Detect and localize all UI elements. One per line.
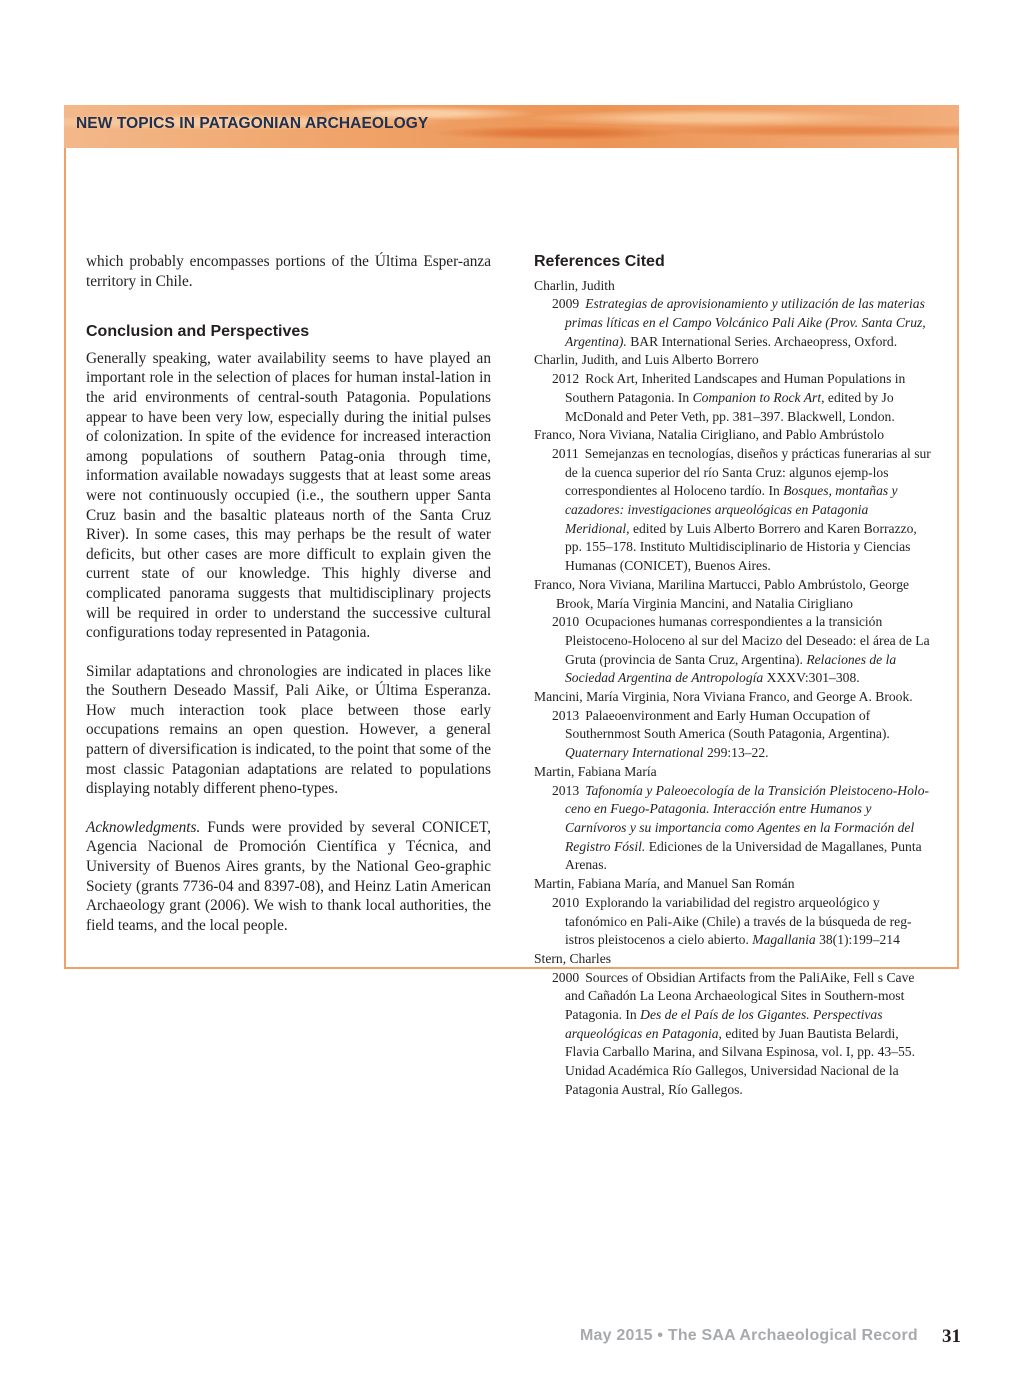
reference-author: Stern, Charles <box>534 950 612 966</box>
reference-source: Companion to Rock Art <box>692 389 822 405</box>
reference-publisher: 299:13–22. <box>703 745 769 761</box>
acknowledgments-paragraph <box>86 818 491 936</box>
reference-publisher: , edited by Juan Bautista Belardi, Flavia Carballo Marina, and Silvana Espinosa, vol. I, pp. 43–55. Unidad Académica Río Gallegos, Universidad Nacional de la Patagonia Austral, Río Gallegos. <box>565 1025 915 1097</box>
reference-entry <box>543 707 934 763</box>
conclusion-heading: Conclusion and Perspectives <box>86 323 310 341</box>
reference-entry <box>543 969 934 1100</box>
reference-entry <box>543 445 934 576</box>
reference-author: Franco, Nora Viviana, Natalia Cirigliano, and Pablo Ambrústolo <box>534 427 885 443</box>
reference-publisher: XXXV:301–308. <box>763 670 860 686</box>
page-number: 31 <box>942 1326 961 1347</box>
reference-year: 2000 <box>552 969 580 985</box>
reference-author: Mancini, María Virginia, Nora Viviana Franco, and George A. Brook. <box>534 689 913 705</box>
reference-publisher: Ediciones de la Universidad de Magallanes, Punta Arenas. <box>565 838 922 873</box>
reference-year: 2010 <box>552 614 580 630</box>
reference-title: Tafonomía y Paleoecología de la Transición Pleistoceno-Holo-ceno en Fuego-Patagonia. Interacción entre Humanos y Carnívoros y su importancia como Agentes en la Formación del Registro Fósil. <box>565 782 930 854</box>
body-paragraph: Generally speaking, water availability seems to have played an important role in the selection of places for human instal-lation in the arid environments of central-south Patagonia. Populations appear to have been very low, especially during the initial pulses of colonization. In spite of the evidence for increased interaction among populations of southern Patag-onia through time, information available nowadays suggests that at least some areas were not continuously occupied (i.e., the southern upper Santa Cruz basin and the basaltic plateaus north of the Santa Cruz River). In some cases, this may perhaps be the result of water deficits, but other cases are more difficult to explain given the current state of our knowledge. This highly diverse and complicated panorama suggests that multidisciplinary projects will be required in order to understand the successive cultural configurations today represented in Patagonia. <box>86 349 491 642</box>
section-title: NEW TOPICS IN PATAGONIAN ARCHAEOLOGY <box>76 115 429 132</box>
reference-author: Martin, Fabiana María, and Manuel San Román <box>534 876 795 892</box>
reference-source: Des de el País de los Gigantes. Perspectivas arqueológicas en Patagonia <box>565 1007 883 1041</box>
reference-title: Sources of Obsidian Artifacts from the PaliAike, Fell s Cave and Cañadón La Leona Archaeological Sites in Southern-most Patagonia. In <box>565 969 915 1023</box>
reference-publisher: , edited by Luis Alberto Borrero and Karen Borrazzo, pp. 155–178. Instituto Multidisciplinario de Historia y Ciencias Humanas (CONICET), Buenos Aires. <box>565 520 917 574</box>
reference-source: Quaternary International <box>565 745 704 761</box>
footer-issue: May 2015 • The SAA Archaeological Record <box>580 1327 918 1344</box>
reference-entry <box>543 782 934 876</box>
reference-author: Charlin, Judith <box>534 277 615 293</box>
reference-year: 2013 <box>552 782 580 798</box>
reference-publisher: BAR International Series. Archaeopress, Oxford. <box>626 333 898 349</box>
acknowledgments-text: Funds were provided by several CONICET, Agencia Nacional de Promoción Científica y Técnica, and University of Buenos Aires grants, by the National Geo-graphic Society (grants 7736-04 and 8397-08), and Heinz Latin American Archaeology grant (2006). We wish to thank local authorities, the field teams, and the local people. <box>86 818 491 934</box>
reference-source: Bosques, montañas y cazadores: investigaciones arqueológicas en Patagonia Meridional <box>565 483 898 536</box>
reference-title: Palaeoenvironment and Early Human Occupation of Southernmost South America (South Patagonia, Argentina). <box>565 707 890 742</box>
reference-publisher: , edited by Jo McDonald and Peter Veth, pp. 381–397. Blackwell, London. <box>565 389 895 424</box>
left-column <box>86 252 491 935</box>
acknowledgments-label: Acknowledgments. <box>86 818 201 836</box>
reference-year: 2010 <box>552 894 580 910</box>
intro-paragraph: which probably encompasses portions of the Última Esper-anza territory in Chile. <box>86 253 491 290</box>
reference-entry <box>543 613 934 688</box>
reference-title: Estrategias de aprovisionamiento y utilización de las materias primas líticas en el Campo Volcánico Pali Aike (Prov. Santa Cruz, Argentina). <box>565 296 926 349</box>
section-banner <box>64 105 959 148</box>
reference-title: Semejanzas en tecnologías, diseños y prácticas funerarias al sur de la cuenca superior del río Santa Cruz: algunos ejemp-los correspondientes al Holoceno tardío. In <box>565 445 931 499</box>
reference-year: 2013 <box>552 707 580 723</box>
reference-author: Charlin, Judith, and Luis Alberto Borrero <box>534 352 759 368</box>
reference-title: Rock Art, Inherited Landscapes and Human Populations in Southern Patagonia. In <box>565 371 906 405</box>
reference-entry <box>543 894 934 950</box>
references-list <box>534 277 934 1100</box>
body-paragraph: Similar adaptations and chronologies are indicated in places like the Southern Deseado Massif, Pali Aike, or Última Esperanza. How much interaction took place between those early occupations remains an open question. However, a general pattern of diversification is indicated, to the point that some of the most classic Patagonian adaptations are related to populations displaying notably different pheno-types. <box>86 662 491 798</box>
reference-source: Magallania <box>752 932 816 948</box>
reference-entry <box>543 370 934 426</box>
references-heading: References Cited <box>534 253 665 270</box>
right-column <box>534 252 934 1100</box>
reference-entry <box>543 295 934 351</box>
reference-year: 2011 <box>552 445 579 461</box>
reference-publisher: 38(1):199–214 <box>815 932 900 948</box>
reference-author: Martin, Fabiana María <box>534 763 657 779</box>
reference-year: 2009 <box>552 296 580 312</box>
reference-source: Relaciones de la Sociedad Argentina de Antropología <box>565 651 897 686</box>
reference-author: Franco, Nora Viviana, Marilina Martucci, Pablo Ambrústolo, George Brook, María Virginia Mancini, and Natalia Cirigliano <box>534 576 910 611</box>
reference-title: Ocupaciones humanas correspondientes a la transición Pleistoceno-Holoceno al sur del Macizo del Deseado: el área de La Gruta (provincia de Santa Cruz, Argentina). <box>565 614 930 667</box>
reference-title: Explorando la variabilidad del registro arqueológico y tafonómico en Pali-Aike (Chile) a través de la búsqueda de reg-istros pleistocenos a cielo abierto. <box>565 894 912 948</box>
reference-year: 2012 <box>552 371 580 387</box>
